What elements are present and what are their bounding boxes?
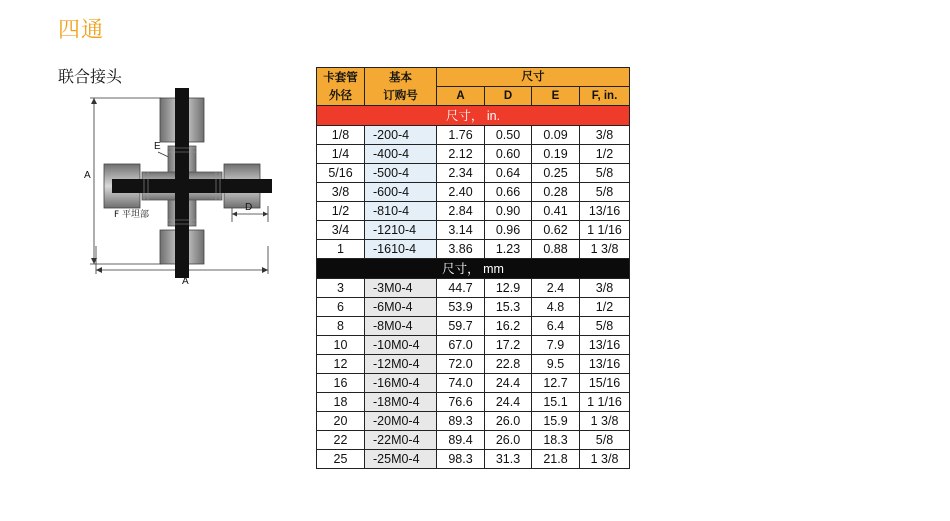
cell-a: 59.7 [437, 317, 485, 336]
cell-tube-od: 22 [317, 431, 365, 450]
cell-f: 13/16 [580, 202, 630, 221]
cell-a: 98.3 [437, 450, 485, 469]
cell-e: 9.5 [532, 355, 580, 374]
cell-tube-od: 1 [317, 240, 365, 259]
cell-tube-od: 1/2 [317, 202, 365, 221]
cell-order-number: -20M0-4 [365, 412, 437, 431]
cell-order-number: -10M0-4 [365, 336, 437, 355]
cell-order-number: -1610-4 [365, 240, 437, 259]
header-order-number-line1: 基本 [389, 71, 412, 84]
cell-e: 15.9 [532, 412, 580, 431]
cell-e: 2.4 [532, 279, 580, 298]
dimension-table [316, 67, 630, 469]
table-row [317, 221, 630, 240]
cell-tube-od: 5/16 [317, 164, 365, 183]
cell-d: 15.3 [485, 298, 532, 317]
cell-order-number: -200-4 [365, 126, 437, 145]
cell-a: 89.3 [437, 412, 485, 431]
cell-f: 5/8 [580, 317, 630, 336]
cell-a: 89.4 [437, 431, 485, 450]
cell-e: 18.3 [532, 431, 580, 450]
header-order-number [365, 68, 437, 106]
cell-d: 26.0 [485, 412, 532, 431]
cell-tube-od: 12 [317, 355, 365, 374]
cell-order-number: -25M0-4 [365, 450, 437, 469]
table-row [317, 450, 630, 469]
cell-a: 74.0 [437, 374, 485, 393]
dim-label-f: F 平坦部 [114, 210, 150, 220]
cell-a: 2.34 [437, 164, 485, 183]
cell-d: 17.2 [485, 336, 532, 355]
cell-tube-od: 10 [317, 336, 365, 355]
inch-band-row [317, 106, 630, 126]
inch-section [317, 106, 630, 259]
cell-f: 5/8 [580, 183, 630, 202]
page-subtitle: 联合接头 [58, 67, 123, 86]
header-dimensions: 尺寸 [437, 68, 630, 87]
table-row [317, 355, 630, 374]
header-tube-od [317, 68, 365, 106]
cell-e: 0.09 [532, 126, 580, 145]
cell-tube-od: 8 [317, 317, 365, 336]
cell-e: 4.8 [532, 298, 580, 317]
cell-d: 24.4 [485, 393, 532, 412]
header-a: A [437, 87, 485, 106]
cell-f: 1 3/8 [580, 450, 630, 469]
cell-order-number: -1210-4 [365, 221, 437, 240]
cell-a: 67.0 [437, 336, 485, 355]
table-row [317, 298, 630, 317]
cell-d: 1.23 [485, 240, 532, 259]
table-row [317, 431, 630, 450]
cell-d: 0.90 [485, 202, 532, 221]
cell-f: 1 1/16 [580, 221, 630, 240]
cell-a: 2.12 [437, 145, 485, 164]
table-row [317, 183, 630, 202]
table-row [317, 202, 630, 221]
cell-f: 1 1/16 [580, 393, 630, 412]
cell-order-number: -6M0-4 [365, 298, 437, 317]
cell-tube-od: 1/4 [317, 145, 365, 164]
cell-order-number: -500-4 [365, 164, 437, 183]
cell-tube-od: 3 [317, 279, 365, 298]
cell-e: 0.19 [532, 145, 580, 164]
cell-d: 22.8 [485, 355, 532, 374]
inch-band: 尺寸， in. [317, 106, 630, 126]
cell-a: 72.0 [437, 355, 485, 374]
cell-order-number: -18M0-4 [365, 393, 437, 412]
header-e: E [532, 87, 580, 106]
cell-d: 0.66 [485, 183, 532, 202]
header-tube-od-line2: 外径 [329, 89, 352, 102]
cell-order-number: -22M0-4 [365, 431, 437, 450]
header-f: F, in. [580, 87, 630, 106]
cell-f: 3/8 [580, 126, 630, 145]
table-row [317, 240, 630, 259]
cell-f: 15/16 [580, 374, 630, 393]
cell-f: 5/8 [580, 431, 630, 450]
cell-e: 21.8 [532, 450, 580, 469]
dim-label-d: D [245, 202, 253, 213]
table-row [317, 412, 630, 431]
header-order-number-line2: 订购号 [383, 89, 418, 102]
cell-f: 1 3/8 [580, 412, 630, 431]
cell-a: 3.86 [437, 240, 485, 259]
cell-d: 0.50 [485, 126, 532, 145]
cell-f: 13/16 [580, 355, 630, 374]
cell-e: 0.62 [532, 221, 580, 240]
cell-tube-od: 16 [317, 374, 365, 393]
mm-section [317, 259, 630, 469]
table-row [317, 279, 630, 298]
cell-d: 0.60 [485, 145, 532, 164]
cell-f: 13/16 [580, 336, 630, 355]
cell-f: 3/8 [580, 279, 630, 298]
cell-tube-od: 18 [317, 393, 365, 412]
cell-order-number: -8M0-4 [365, 317, 437, 336]
cell-e: 12.7 [532, 374, 580, 393]
table-row [317, 145, 630, 164]
cell-order-number: -400-4 [365, 145, 437, 164]
cell-order-number: -16M0-4 [365, 374, 437, 393]
cell-order-number: -810-4 [365, 202, 437, 221]
cell-e: 15.1 [532, 393, 580, 412]
cell-a: 2.40 [437, 183, 485, 202]
cell-d: 0.96 [485, 221, 532, 240]
cell-d: 0.64 [485, 164, 532, 183]
cell-order-number: -3M0-4 [365, 279, 437, 298]
cell-f: 5/8 [580, 164, 630, 183]
cell-e: 6.4 [532, 317, 580, 336]
cell-d: 12.9 [485, 279, 532, 298]
cell-a: 76.6 [437, 393, 485, 412]
dim-label-e: E [154, 141, 161, 152]
header-d: D [485, 87, 532, 106]
cell-a: 53.9 [437, 298, 485, 317]
cell-f: 1/2 [580, 298, 630, 317]
cell-tube-od: 3/8 [317, 183, 365, 202]
cell-a: 1.76 [437, 126, 485, 145]
cell-a: 3.14 [437, 221, 485, 240]
cell-a: 44.7 [437, 279, 485, 298]
cell-tube-od: 3/4 [317, 221, 365, 240]
cell-tube-od: 1/8 [317, 126, 365, 145]
cell-e: 7.9 [532, 336, 580, 355]
cross-fitting-diagram [82, 86, 282, 286]
cell-f: 1 3/8 [580, 240, 630, 259]
page-title: 四通 [58, 18, 105, 43]
cell-d: 24.4 [485, 374, 532, 393]
table-row [317, 164, 630, 183]
cell-e: 0.88 [532, 240, 580, 259]
header-tube-od-line1: 卡套管 [323, 71, 358, 84]
mm-band: 尺寸， mm [317, 259, 630, 279]
cell-d: 26.0 [485, 431, 532, 450]
table-row [317, 317, 630, 336]
mm-band-row [317, 259, 630, 279]
dim-label-a-vertical: A [84, 170, 91, 181]
cell-d: 31.3 [485, 450, 532, 469]
cell-order-number: -600-4 [365, 183, 437, 202]
cell-e: 0.25 [532, 164, 580, 183]
cell-e: 0.28 [532, 183, 580, 202]
cell-tube-od: 25 [317, 450, 365, 469]
cell-e: 0.41 [532, 202, 580, 221]
dim-label-a-horizontal: A [182, 276, 189, 286]
cell-a: 2.84 [437, 202, 485, 221]
cell-order-number: -12M0-4 [365, 355, 437, 374]
cell-f: 1/2 [580, 145, 630, 164]
cell-tube-od: 20 [317, 412, 365, 431]
table-row [317, 126, 630, 145]
cell-d: 16.2 [485, 317, 532, 336]
cell-tube-od: 6 [317, 298, 365, 317]
table-row [317, 393, 630, 412]
table-row [317, 374, 630, 393]
table-row [317, 336, 630, 355]
